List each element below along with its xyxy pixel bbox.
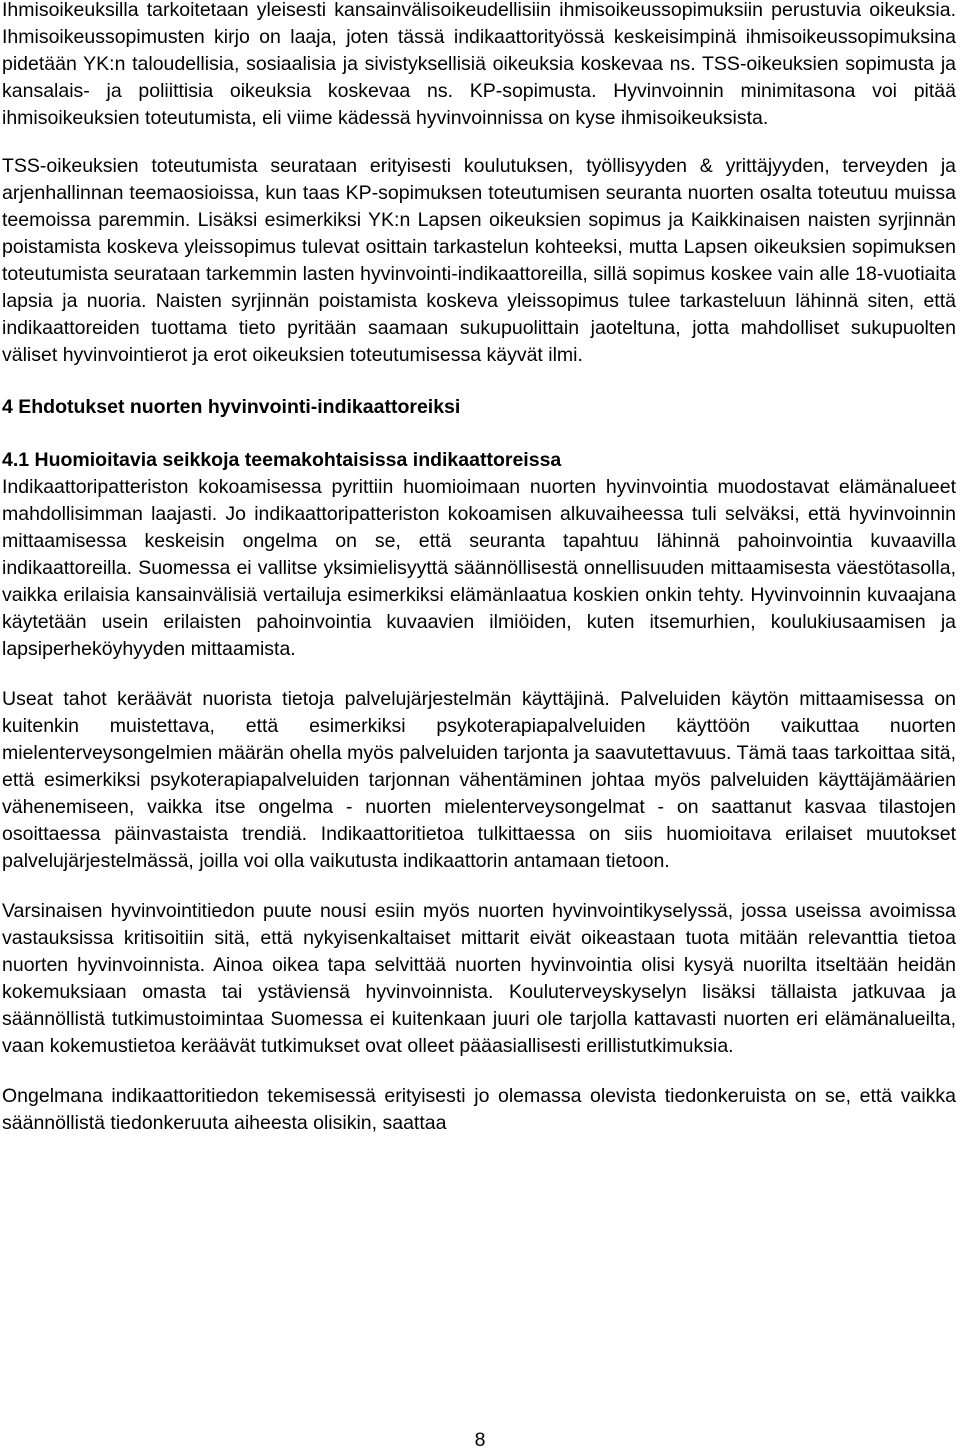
paragraph-wellbeing-data-gap: Varsinaisen hyvinvointitiedon puute nousi esiin myös nuorten hyvinvointikyselyssä, jossa useissa avoimissa vastauksissa kritisoitiin sitä, että nykyisenkaltaiset mittarit eivät oikeastaan tuota mitään relevanttia tietoa nuorten hyvinvoinnista. Ainoa oikea tapa selvittää nuorten hyvinvointia olisi kysyä nuorilta itseltään heidän kokemuksiaan omasta tai ystäviensä hyvinvoinnista. Kouluterveyskyselyn lisäksi tällaista jatkuvaa ja säännöllistä tutkimustoimintaa Suomessa ei kuitenkaan juuri ole tarjolla kattavasti nuorten eri elämänalueilta, vaan kokemustietoa keräävät tutkimukset ovat olleet pääasiallisesti erillistutkimuksia.: [2, 900, 956, 1057]
subsection-heading: 4.1 Huomioitavia seikkoja teemakohtaisissa indikaattoreissa: [2, 449, 562, 471]
page-content: [2, 0, 956, 1137]
paragraph-indicator-compilation: Indikaattoripatteriston kokoamisessa pyrittiin huomioimaan nuorten hyvinvointia muodostavat elämänalueet mahdollisimman laajasti. Jo indikaattoripatteriston kokoamisen alkuvaiheessa tuli selväksi, että hyvinvoinnin mittaamisessa keskeisin ongelma on se, että seuranta tapahtuu lähinnä pahoinvointia kuvaavilla indikaattoreilla. Suomessa ei vallitse yksimielisyyttä säännöllisestä onnellisuuden mittaamisesta väestötasolla, vaikka erilaisia kansainvälisiä vertailuja esimerkiksi elämänlaatua koskien onkin tehty. Hyvinvoinnin kuvaajana käytetään usein erilaisten pahoinvointia kuvaavien ilmiöiden, kuten itsemurhien, koulukiusaamisen ja lapsiperheköyhyyden mittaamista.: [2, 476, 956, 660]
paragraph-service-usage: Useat tahot keräävät nuorista tietoja palvelujärjestelmän käyttäjinä. Palveluiden käytön mittaamisessa on kuitenkin muistettava, että esimerkiksi psykoterapiapalveluiden käyttöön vaikuttaa nuorten mielenterveysongelmien määrän ohella myös palveluiden tarjonta ja saavutettavuus. Tämä taas tarkoittaa sitä, että esimerkiksi psykoterapiapalveluiden tarjonnan vähentäminen johtaa myös palveluiden käyttäjämäärien vähenemiseen, vaikka itse ongelma - nuorten mielenterveysongelmat - on saattanut kasvaa tilastojen osoittaessa päinvastaista trendiä. Indikaattoritietoa tulkittaessa on siis huomioitava erilaiset muutokset palvelujärjestelmässä, joilla voi olla vaikutusta indikaattorin antamaan tietoon.: [2, 688, 956, 872]
page-number: 8: [474, 1429, 486, 1451]
paragraph-human-rights-definition: Ihmisoikeuksilla tarkoitetaan yleisesti kansainvälisoikeudellisiin ihmisoikeussopimuksiin perustuvia oikeuksia. Ihmisoikeussopimusten kirjo on laaja, joten tässä indikaattorityössä keskeisimpinä ihmisoikeussopimuksina pidetään YK:n taloudellisia, sosiaalisia ja sivistyksellisiä oikeuksia koskevaa ns. TSS-oikeuksien sopimusta ja kansalais- ja poliittisia oikeuksia koskevaa ns. KP-sopimusta. Hyvinvoinnin minimitasona voi pitää ihmisoikeuksien toteutumista, eli viime kädessä hyvinvoinnissa on kyse ihmisoikeuksista.: [2, 0, 956, 129]
section-heading: 4 Ehdotukset nuorten hyvinvointi-indikaattoreiksi: [2, 396, 461, 418]
paragraph-data-collection-problem: Ongelmana indikaattoritiedon tekemisessä erityisesti jo olemassa olevista tiedonkeruista on se, että vaikka säännöllistä tiedonkeruuta aiheesta olisikin, saattaa: [2, 1085, 956, 1134]
document-page: [2, 0, 956, 1451]
paragraph-tss-monitoring: TSS-oikeuksien toteutumista seurataan erityisesti koulutuksen, työllisyyden & yrittäjyyden, terveyden ja arjenhallinnan teemaosioissa, kun taas KP-sopimuksen toteutumisen seuranta nuorten osalta toteutuu muissa teemoissa paremmin. Lisäksi esimerkiksi YK:n Lapsen oikeuksien sopimus ja Kaikkinaisen naisten syrjinnän poistamista koskeva yleissopimus tulevat osittain tarkastelun kohteeksi, mutta Lapsen oikeuksien sopimuksen toteutumista seurataan tarkemmin lasten hyvinvointi-indikaattoreilla, sillä sopimus koskee vain alle 18-vuotiaita lapsia ja nuoria. Naisten syrjinnän poistamista koskeva yleissopimus tulee tarkasteluun lähinnä siten, että indikaattoreiden tuottama tieto pyritään saamaan sukupuolittain jaoteltuna, jotta mahdolliset sukupuolten väliset hyvinvointierot ja erot oikeuksien toteutumisessa käyvät ilmi.: [2, 155, 956, 366]
